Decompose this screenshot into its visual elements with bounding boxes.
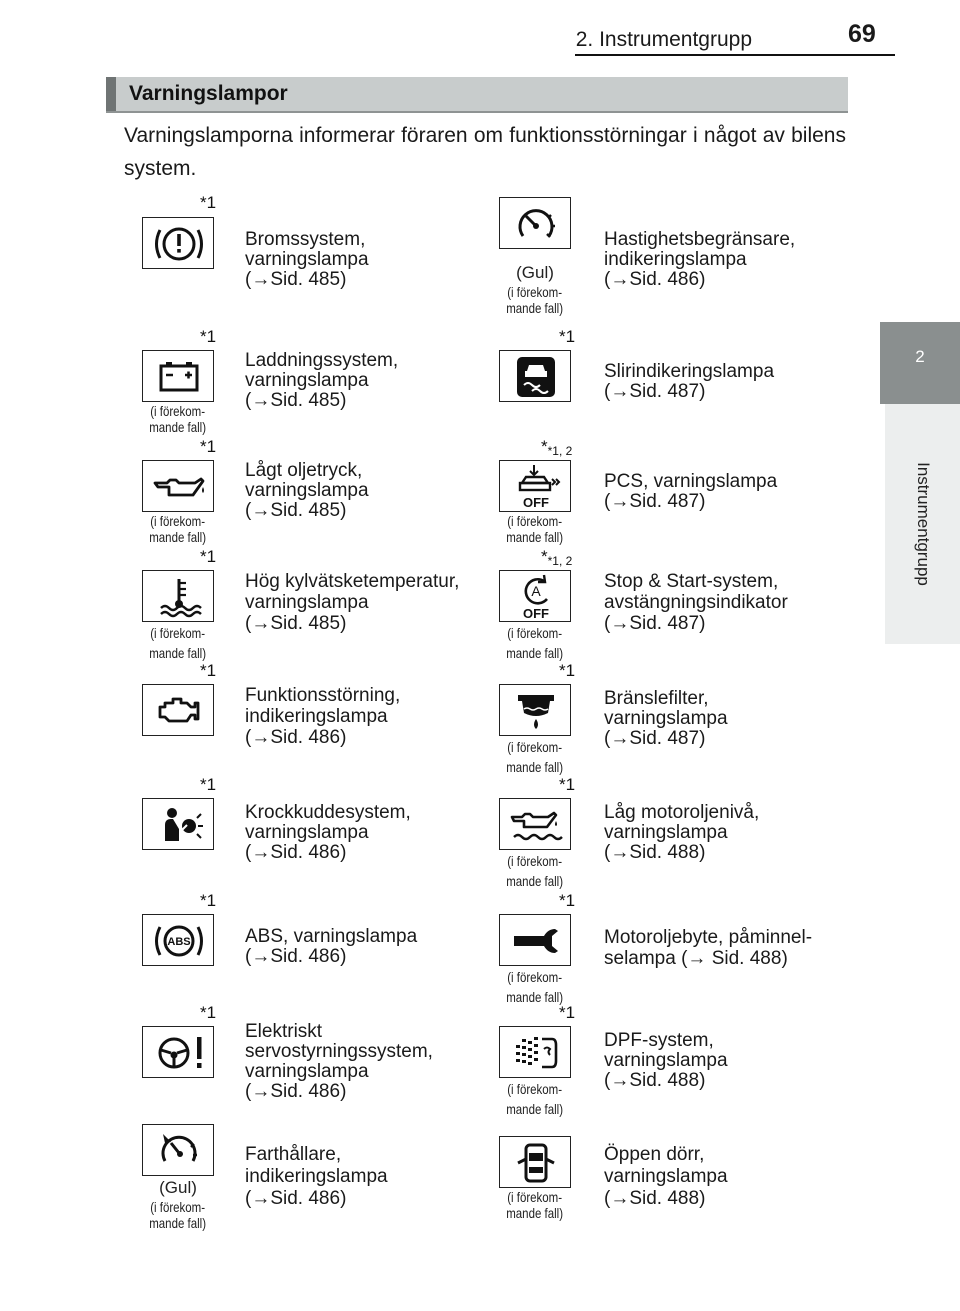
battery-charging-icon [142, 350, 214, 402]
coolant-temperature-icon [142, 570, 214, 622]
availability-marker: *1 [200, 547, 217, 566]
dpf-icon [499, 1026, 571, 1078]
pcs-off-icon [499, 460, 571, 512]
optional-note: (i förekom- mande fall) [149, 513, 207, 545]
fuel-filter-icon [499, 684, 571, 736]
power-steering-icon [142, 1026, 214, 1078]
item-description: Funktionsstörning, indikeringslampa (→ Sid. 486 ) [245, 685, 400, 748]
item-description: Farthållare, indikeringslampa (→ Sid. 486 ) [245, 1144, 388, 1210]
low-oil-level-icon [499, 798, 571, 850]
optional-note: (i förekom- mande fall) [506, 739, 564, 775]
door-open-icon [499, 1136, 571, 1188]
availability-marker: *1 [559, 891, 576, 910]
optional-note: (i förekom- mande fall) [506, 625, 564, 661]
availability-marker: *1 [559, 775, 576, 794]
page-number: 69 [848, 20, 876, 48]
optional-note: (i förekom- mande fall) [506, 1189, 564, 1221]
item-description: ABS, varningslampa (→ Sid. 486 ) [245, 927, 417, 967]
svg-text:A: A [531, 583, 541, 599]
availability-marker: *1 [200, 437, 217, 456]
yellow-note: (Gul) [516, 263, 554, 282]
availability-marker: *1 [200, 661, 217, 680]
item-description: Motoroljebyte, påminnel- selampa (→ Sid. 488) [604, 927, 813, 969]
wrench-icon [499, 914, 571, 966]
availability-marker: *1 [200, 193, 217, 212]
availability-marker: *1 [200, 1003, 217, 1022]
item-description: Öppen dörr, varningslampa (→ Sid. 488 ) [604, 1144, 728, 1210]
stop-start-off-icon [499, 570, 571, 622]
item-description: Elektriskt servostyrningssystem, varningslampa (→ Sid. 486 ) [245, 1022, 433, 1102]
item-description: Slirindikeringslampa (→ Sid. 487 ) [604, 362, 774, 402]
optional-note: (Gul) (i förekom- mande fall) [128, 1177, 228, 1231]
item-description: DPF-system, varningslampa (→ Sid. 488 ) [604, 1031, 728, 1091]
item-description: PCS, varningslampa (→ Sid. 487 ) [604, 472, 777, 512]
optional-note: (i förekom- mande fall) [506, 853, 564, 889]
optional-note: (i förekom- mande fall) [506, 1081, 564, 1117]
svg-text:OFF: OFF [523, 606, 549, 621]
section-rule [106, 111, 848, 113]
optional-note: (i förekom- mande fall) [506, 513, 564, 545]
oil-pressure-icon [142, 460, 214, 512]
item-description: Låg motoroljenivå, varningslampa (→ Sid. 488 ) [604, 803, 759, 863]
svg-text:OFF: OFF [523, 495, 549, 510]
cruise-control-icon [142, 1124, 214, 1176]
item-description: Laddningssystem, varningslampa (→ Sid. 485 ) [245, 351, 398, 411]
optional-note: (i förekom- mande fall) [149, 625, 207, 661]
header-title: 2. Instrumentgrupp [575, 28, 752, 51]
section-accent [106, 77, 116, 111]
section-intro: Varningslamporna informerar föraren om funktionsstörningar i något av bilens system. [124, 124, 846, 180]
optional-note: (i förekom- mande fall) [149, 403, 207, 435]
optional-note: (Gul) (i förekom- mande fall) [485, 262, 585, 316]
header-rule [575, 54, 895, 56]
item-description: Bränslefilter, varningslampa (→ Sid. 487 ) [604, 689, 728, 749]
airbag-icon [142, 798, 214, 850]
section-heading [106, 77, 848, 111]
abs-icon [142, 914, 214, 966]
chapter-tab [880, 322, 960, 404]
svg-text:ABS: ABS [167, 936, 191, 948]
availability-marker: *1 [200, 775, 217, 794]
item-description: Krockkuddesystem, varningslampa (→ Sid. 486 ) [245, 803, 411, 863]
chapter-number: 2 [915, 347, 925, 366]
item-description: Hastighetsbegränsare, indikeringslampa (→ Sid. 486 ) [604, 230, 795, 290]
chapter-label-tab [885, 404, 960, 644]
availability-marker: $*_{*1, 2}$ [541, 547, 573, 568]
slip-indicator-icon [499, 350, 571, 402]
availability-marker: *1 [559, 1003, 576, 1022]
speed-limiter-icon [499, 197, 571, 249]
item-description: Stop & Start-system, avstängningsindikator (→ Sid. 487 ) [604, 571, 788, 634]
section-title: Varningslampor [129, 82, 288, 105]
yellow-note: (Gul) [159, 1178, 197, 1197]
optional-note: (i förekom- mande fall) [506, 969, 564, 1005]
item-description: Bromssystem, varningslampa (→ Sid. 485 ) [245, 230, 369, 290]
availability-marker: *1 [559, 661, 576, 680]
brake-warning-icon [142, 217, 214, 269]
check-engine-icon [142, 684, 214, 736]
availability-marker: *1 [200, 327, 217, 346]
item-description: Hög kylvätsketemperatur, varningslampa (→ Sid. 485 ) [245, 571, 459, 634]
availability-marker: *1 [200, 891, 217, 910]
chapter-label: Instrumentgrupp [913, 462, 933, 586]
availability-marker: *1 [559, 327, 576, 346]
availability-marker: $*_{*1, 2}$ [541, 437, 573, 458]
item-description: Lågt oljetryck, varningslampa (→ Sid. 485 ) [245, 461, 369, 521]
